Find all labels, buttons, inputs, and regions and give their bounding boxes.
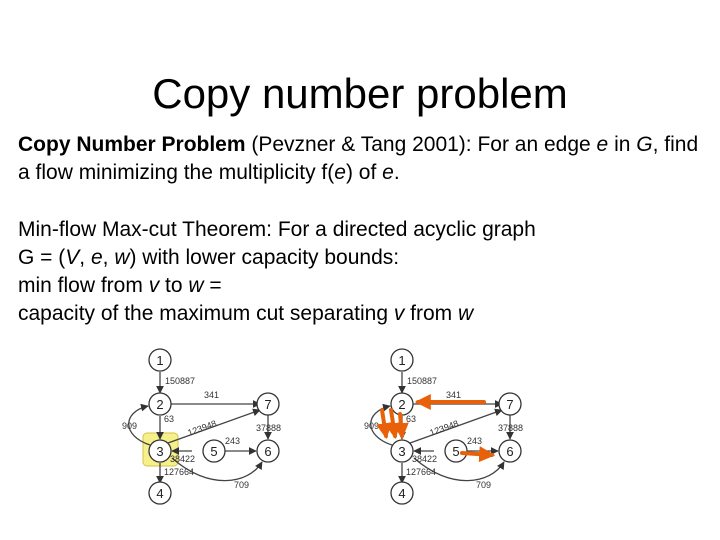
edge-label: 243 [467,436,483,446]
text-span: capacity of the maximum cut separating [18,302,394,325]
flow-graph-highlighted-node [118,340,308,510]
edge-label: 341 [446,390,462,400]
cut-arrow-2-to-3-a [391,410,395,436]
edge-label: 909 [122,421,138,431]
edge-label: 123948 [186,418,218,438]
edge-label: 341 [204,390,220,400]
edge-label: 37888 [256,423,282,433]
node-2-label: 2 [156,397,164,412]
var-e: e [596,133,609,156]
edge-label: 63 [406,414,417,424]
text-span: from [404,302,459,325]
edge-label: 150887 [407,376,438,386]
cut-arrow-5-to-6 [462,453,492,455]
node-7-label: 7 [264,397,272,412]
text-span: = [203,274,222,297]
edge-label: 243 [225,436,241,446]
flow-graph-cut [362,340,552,510]
cut-arrow-back-edge [382,410,386,436]
node-7-label: 7 [506,397,514,412]
edge-label: 709 [234,480,250,490]
text-span: G = ( [18,246,66,269]
node-6-label: 6 [264,444,272,459]
text-span: , [79,246,91,269]
min-flow-max-cut-paragraph [18,216,708,328]
node-1-label: 1 [398,353,406,368]
var-e: e [382,161,394,184]
node-6-label: 6 [506,444,514,459]
node-4-label: 4 [398,486,406,501]
node-1-label: 1 [156,353,164,368]
edge-label: 150887 [165,376,196,386]
text-span: (Pevzner & Tang 2001): For an edge [245,133,597,156]
text-span: Min-flow Max-cut Theorem: For a directed acyclic graph [18,218,536,241]
text-span: to [159,274,189,297]
var-v: v [393,302,405,325]
text-span: . [393,161,400,184]
slide-title: Copy number problem [152,70,568,117]
edge-label: 127664 [164,467,195,477]
edge-label: 709 [476,480,492,490]
edge-label: 909 [364,421,380,431]
text-span: ) with lower capacity bounds: [129,246,400,269]
edge-label: 123948 [428,418,460,438]
term-copy-number-problem: Copy Number Problem [18,133,246,156]
edge-label: 38422 [412,454,438,464]
edge-label: 127664 [406,467,437,477]
var-w: w [114,246,130,269]
text-span: , [102,246,115,269]
var-V: V [65,246,80,269]
node-5-label: 5 [452,444,460,459]
edge-label: 38422 [170,454,196,464]
text-span: in [608,133,637,156]
node-3-label: 3 [156,444,164,459]
var-w: w [458,302,474,325]
text-span: , find a flow minimizing the multiplicity f( [18,133,699,184]
var-e: e [334,161,346,184]
node-2-label: 2 [398,397,406,412]
var-v: v [148,274,160,297]
node-3-label: 3 [398,444,406,459]
node-5-label: 5 [210,444,218,459]
edge-label: 37888 [498,423,524,433]
copy-number-problem-paragraph [18,131,708,187]
var-w: w [188,274,204,297]
text-span: min flow from [18,274,149,297]
node-4-label: 4 [156,486,164,501]
var-e: e [90,246,103,269]
edge-label: 63 [164,414,175,424]
var-G: G [636,133,653,156]
text-span: ) of [345,161,383,184]
cut-arrow-2-to-3-b [400,414,402,436]
